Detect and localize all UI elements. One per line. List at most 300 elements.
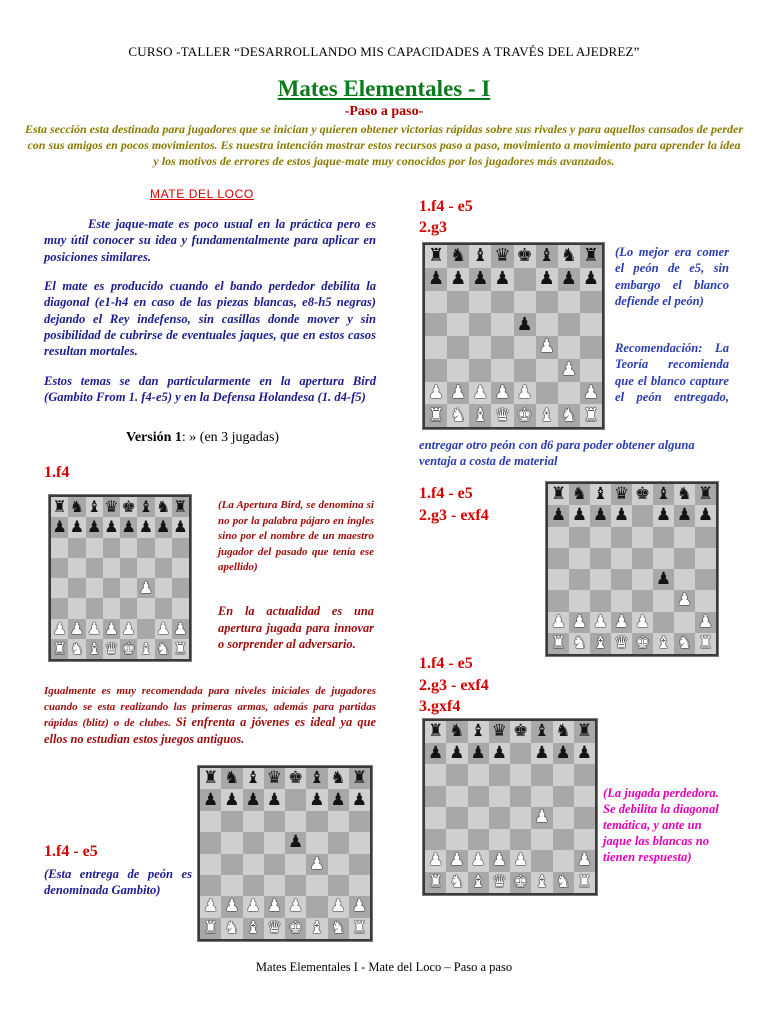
board-square (553, 786, 574, 808)
board-square (553, 872, 574, 894)
black-queen-icon: ♛ (266, 768, 282, 789)
black-knight-icon: ♞ (224, 768, 240, 789)
black-bishop-icon: ♝ (470, 721, 486, 742)
black-knight-icon: ♞ (560, 245, 577, 267)
board-square (491, 245, 513, 268)
black-rook-icon: ♜ (173, 497, 188, 517)
white-pawn-icon: ♟ (697, 611, 714, 632)
white-bishop-icon: ♝ (86, 638, 102, 658)
black-queen-icon: ♛ (494, 245, 511, 267)
black-queen-icon: ♛ (613, 484, 630, 505)
white-pawn-icon: ♟ (516, 381, 533, 403)
black-rook-icon: ♜ (697, 484, 714, 505)
black-pawn-icon: ♟ (203, 789, 219, 810)
board-square (68, 619, 85, 639)
black-bishop-icon: ♝ (138, 497, 154, 517)
paragraph-openings: Estos temas se dan particularmente en la apertura Bird (Gambito From 1. f4-e5) y en la Defensa Holandesa (1. d4-f5) (44, 374, 376, 405)
black-pawn-icon: ♟ (494, 268, 511, 290)
board-square (674, 590, 695, 611)
board-square (120, 598, 137, 618)
board-square (531, 721, 552, 743)
board-square (51, 517, 68, 537)
board-square (425, 359, 447, 382)
board-square (243, 811, 264, 832)
white-pawn-icon: ♟ (491, 850, 507, 871)
chess-board (545, 481, 719, 657)
board-square (243, 832, 264, 853)
board-square (632, 590, 653, 611)
board-square (590, 590, 611, 611)
white-knight-icon: ♞ (555, 871, 571, 892)
board-square (514, 382, 536, 405)
white-pawn-icon: ♟ (470, 850, 486, 871)
board-square (328, 875, 349, 896)
chess-board (197, 765, 373, 942)
board-square (200, 768, 221, 789)
board-square (580, 404, 602, 427)
white-pawn-icon: ♟ (52, 618, 67, 638)
board-square (653, 527, 674, 548)
board-square (425, 743, 446, 765)
board-square (531, 743, 552, 765)
white-pawn-icon: ♟ (449, 850, 465, 871)
board-square (243, 918, 264, 939)
move-label-b2: 2.g3 - exf4 (419, 507, 489, 524)
board-square (328, 832, 349, 853)
board-square (172, 598, 189, 618)
white-pawn-icon: ♟ (155, 618, 171, 638)
board-square (200, 811, 221, 832)
white-pawn-icon: ♟ (550, 611, 567, 632)
board-square (548, 484, 569, 505)
board-square (580, 268, 602, 291)
board-square (695, 633, 716, 654)
white-knight-icon: ♞ (571, 632, 588, 653)
board-square (221, 896, 242, 917)
board-square (531, 850, 552, 872)
board-square (172, 497, 189, 517)
board-square (489, 743, 510, 765)
board-square (243, 896, 264, 917)
board-square (514, 268, 536, 291)
white-pawn-icon: ♟ (472, 381, 489, 403)
board-square (155, 639, 172, 659)
board-square (510, 829, 531, 851)
white-bishop-icon: ♝ (470, 871, 486, 892)
white-pawn-icon: ♟ (266, 896, 282, 917)
board-square (510, 721, 531, 743)
board-square (569, 548, 590, 569)
board-square (425, 786, 446, 808)
black-king-icon: ♚ (634, 484, 651, 505)
black-bishop-icon: ♝ (534, 721, 550, 742)
white-pawn-icon: ♟ (309, 853, 325, 874)
board-square (68, 558, 85, 578)
board-square (580, 245, 602, 268)
board-square (695, 569, 716, 590)
black-pawn-icon: ♟ (173, 517, 188, 537)
board-square (51, 619, 68, 639)
white-pawn-icon: ♟ (576, 850, 592, 871)
board-square (51, 558, 68, 578)
board-square (446, 872, 467, 894)
board-square (468, 721, 489, 743)
black-rook-icon: ♜ (427, 245, 445, 267)
board-square (536, 245, 558, 268)
black-rook-icon: ♜ (576, 721, 592, 742)
board-square (514, 359, 536, 382)
board-square (103, 538, 120, 558)
board-square (590, 527, 611, 548)
board-square (536, 313, 558, 336)
white-bishop-icon: ♝ (538, 404, 555, 426)
board-square (51, 639, 68, 659)
black-pawn-icon: ♟ (516, 313, 533, 335)
board-square (574, 872, 595, 894)
black-bishop-icon: ♝ (592, 484, 609, 505)
black-pawn-icon: ♟ (613, 505, 630, 526)
board-square (536, 359, 558, 382)
board-square (569, 484, 590, 505)
black-pawn-icon: ♟ (104, 517, 119, 537)
board-square (349, 832, 370, 853)
note-best-move: (Lo mejor era comer el peón de e5, sin embargo el blanco defiende el peón) (615, 245, 729, 308)
black-knight-icon: ♞ (449, 721, 465, 742)
board-square (574, 850, 595, 872)
white-pawn-icon: ♟ (330, 896, 346, 917)
black-pawn-icon: ♟ (224, 789, 240, 810)
black-queen-icon: ♛ (104, 497, 119, 517)
black-pawn-icon: ♟ (550, 505, 567, 526)
board-square (536, 382, 558, 405)
black-pawn-icon: ♟ (330, 789, 346, 810)
white-pawn-icon: ♟ (513, 850, 529, 871)
board-square (553, 807, 574, 829)
board-square (221, 832, 242, 853)
board-square (491, 291, 513, 314)
white-pawn-icon: ♟ (582, 381, 599, 403)
board-square (447, 359, 469, 382)
board-square (653, 590, 674, 611)
board-square (558, 336, 580, 359)
black-pawn-icon: ♟ (138, 517, 154, 537)
board-square (120, 578, 137, 598)
board-square (264, 832, 285, 853)
white-pawn-icon: ♟ (538, 336, 555, 358)
board-square (349, 789, 370, 810)
board-square (531, 764, 552, 786)
board-square (548, 569, 569, 590)
black-pawn-icon: ♟ (697, 505, 714, 526)
board-square (548, 527, 569, 548)
black-bishop-icon: ♝ (538, 245, 555, 267)
white-rook-icon: ♜ (52, 638, 67, 658)
white-pawn-icon: ♟ (427, 381, 445, 403)
board-square (200, 789, 221, 810)
black-rook-icon: ♜ (550, 484, 567, 505)
white-rook-icon: ♜ (351, 917, 367, 938)
white-rook-icon: ♜ (550, 632, 567, 653)
board-square (285, 832, 306, 853)
move-label-b1: 1.f4 - e5 (419, 485, 473, 502)
board-square (425, 336, 447, 359)
board-square (120, 639, 137, 659)
black-pawn-icon: ♟ (470, 742, 486, 763)
black-rook-icon: ♜ (582, 245, 599, 267)
black-pawn-icon: ♟ (86, 517, 102, 537)
board-grid (200, 768, 370, 939)
board-square (653, 633, 674, 654)
board-square (172, 558, 189, 578)
board-square (469, 404, 491, 427)
black-king-icon: ♚ (513, 721, 529, 742)
black-pawn-icon: ♟ (288, 832, 304, 853)
board-square (86, 497, 103, 517)
board-square (447, 382, 469, 405)
board-square (447, 268, 469, 291)
board-square (632, 548, 653, 569)
board-square (531, 829, 552, 851)
white-bishop-icon: ♝ (534, 871, 550, 892)
white-pawn-icon: ♟ (592, 611, 609, 632)
board-square (120, 497, 137, 517)
board-square (491, 359, 513, 382)
white-pawn-icon: ♟ (450, 381, 467, 403)
board-square (558, 313, 580, 336)
board-square (548, 548, 569, 569)
board-square (674, 612, 695, 633)
move-label-a2: 2.g3 (419, 219, 447, 236)
board-square (137, 497, 154, 517)
white-knight-icon: ♞ (155, 638, 171, 658)
white-pawn-icon: ♟ (104, 618, 119, 638)
board-square (264, 918, 285, 939)
board-square (632, 505, 653, 526)
white-rook-icon: ♜ (576, 871, 592, 892)
board-square (349, 875, 370, 896)
board-square (137, 598, 154, 618)
white-pawn-icon: ♟ (288, 896, 304, 917)
board-square (695, 484, 716, 505)
black-pawn-icon: ♟ (52, 517, 67, 537)
board-square (611, 569, 632, 590)
board-square (491, 336, 513, 359)
white-pawn-icon: ♟ (86, 618, 102, 638)
white-rook-icon: ♜ (697, 632, 714, 653)
board-square (425, 807, 446, 829)
board-square (447, 404, 469, 427)
board-square (510, 872, 531, 894)
board-square (155, 497, 172, 517)
board-square (548, 633, 569, 654)
board-square (569, 527, 590, 548)
white-pawn-icon: ♟ (245, 896, 261, 917)
board-square (172, 619, 189, 639)
course-header: CURSO -TALLER “DESARROLLANDO MIS CAPACIDADES A TRAVÉS DEL AJEDREZ” (128, 44, 640, 59)
board-square (469, 313, 491, 336)
board-square (553, 764, 574, 786)
board-square (468, 743, 489, 765)
board-square (510, 764, 531, 786)
black-pawn-icon: ♟ (155, 517, 171, 537)
board-square (653, 505, 674, 526)
white-rook-icon: ♜ (582, 404, 599, 426)
board-square (264, 768, 285, 789)
board-square (558, 382, 580, 405)
black-pawn-icon: ♟ (428, 742, 444, 763)
black-knight-icon: ♞ (69, 497, 85, 517)
white-king-icon: ♚ (121, 638, 136, 658)
board-square (103, 639, 120, 659)
black-pawn-icon: ♟ (491, 742, 507, 763)
board-square (306, 832, 327, 853)
board-square (425, 872, 446, 894)
board-square (306, 918, 327, 939)
board-square (574, 807, 595, 829)
board-square (68, 578, 85, 598)
board-square (569, 590, 590, 611)
board-square (221, 811, 242, 832)
black-bishop-icon: ♝ (472, 245, 489, 267)
board-square (349, 768, 370, 789)
board-square (155, 538, 172, 558)
black-knight-icon: ♞ (330, 768, 346, 789)
board-square (590, 505, 611, 526)
board-square (558, 404, 580, 427)
white-king-icon: ♚ (513, 871, 529, 892)
board-square (531, 786, 552, 808)
white-king-icon: ♚ (288, 917, 304, 938)
board-square (553, 850, 574, 872)
board-square (446, 786, 467, 808)
board-square (548, 505, 569, 526)
white-queen-icon: ♛ (494, 404, 511, 426)
white-pawn-icon: ♟ (138, 578, 154, 598)
board-square (425, 313, 447, 336)
board-square (611, 590, 632, 611)
white-bishop-icon: ♝ (592, 632, 609, 653)
board-square (200, 918, 221, 939)
note-gambit: (Esta entrega de peón es denominada Gambito) (44, 867, 192, 898)
board-square (590, 548, 611, 569)
board-square (68, 517, 85, 537)
white-bishop-icon: ♝ (655, 632, 672, 653)
board-square (285, 875, 306, 896)
board-grid (425, 721, 595, 893)
board-square (221, 918, 242, 939)
board-square (425, 850, 446, 872)
board-square (120, 619, 137, 639)
black-rook-icon: ♜ (203, 768, 219, 789)
board-square (674, 484, 695, 505)
board-square (611, 484, 632, 505)
board-square (510, 743, 531, 765)
board-square (155, 598, 172, 618)
board-square (243, 854, 264, 875)
black-pawn-icon: ♟ (266, 789, 282, 810)
board-square (510, 786, 531, 808)
board-square (137, 639, 154, 659)
board-square (695, 527, 716, 548)
board-square (469, 291, 491, 314)
board-square (285, 896, 306, 917)
board-square (590, 612, 611, 633)
black-pawn-icon: ♟ (576, 742, 592, 763)
board-square (469, 359, 491, 382)
white-king-icon: ♚ (634, 632, 651, 653)
note-recommendation-cont: entregar otro peón con d6 para poder obtener alguna ventaja a costa de material (419, 438, 695, 469)
board-square (103, 558, 120, 578)
white-pawn-icon: ♟ (676, 590, 693, 611)
black-knight-icon: ♞ (155, 497, 171, 517)
black-pawn-icon: ♟ (69, 517, 85, 537)
move-label-c1: 1.f4 - e5 (419, 655, 473, 672)
board-square (103, 517, 120, 537)
board-square (695, 505, 716, 526)
black-pawn-icon: ♟ (472, 268, 489, 290)
black-pawn-icon: ♟ (245, 789, 261, 810)
board-square (425, 829, 446, 851)
board-square (558, 291, 580, 314)
board-square (569, 612, 590, 633)
white-bishop-icon: ♝ (138, 638, 154, 658)
board-square (328, 918, 349, 939)
black-knight-icon: ♞ (676, 484, 693, 505)
board-square (447, 313, 469, 336)
board-square (200, 875, 221, 896)
board-square (221, 875, 242, 896)
board-square (328, 854, 349, 875)
white-bishop-icon: ♝ (245, 917, 261, 938)
board-square (264, 875, 285, 896)
white-pawn-icon: ♟ (428, 850, 444, 871)
board-square (103, 578, 120, 598)
white-pawn-icon: ♟ (224, 896, 240, 917)
black-pawn-icon: ♟ (582, 268, 599, 290)
black-knight-icon: ♞ (450, 245, 467, 267)
paragraph-intro-mate: Este jaque-mate es poco usual en la práctica pero es muy útil conocer su idea y fundamentalmente para aplicar en posiciones similares. (44, 217, 376, 264)
board-square (328, 768, 349, 789)
board-square (695, 590, 716, 611)
board-square (553, 743, 574, 765)
board-square (574, 764, 595, 786)
board-square (548, 590, 569, 611)
board-square (489, 829, 510, 851)
board-square (574, 829, 595, 851)
section-title: MATE DEL LOCO (150, 187, 254, 201)
board-square (580, 359, 602, 382)
board-square (611, 548, 632, 569)
board-square (86, 598, 103, 618)
board-square (468, 764, 489, 786)
board-square (155, 517, 172, 537)
board-square (446, 764, 467, 786)
board-square (574, 786, 595, 808)
white-pawn-icon: ♟ (534, 807, 550, 828)
board-square (425, 764, 446, 786)
white-bishop-icon: ♝ (309, 917, 325, 938)
board-square (349, 896, 370, 917)
board-square (569, 569, 590, 590)
board-square (514, 404, 536, 427)
black-pawn-icon: ♟ (538, 268, 555, 290)
black-king-icon: ♚ (121, 497, 136, 517)
board-square (172, 517, 189, 537)
board-square (536, 291, 558, 314)
white-rook-icon: ♜ (203, 917, 219, 938)
board-square (51, 578, 68, 598)
board-square (349, 811, 370, 832)
